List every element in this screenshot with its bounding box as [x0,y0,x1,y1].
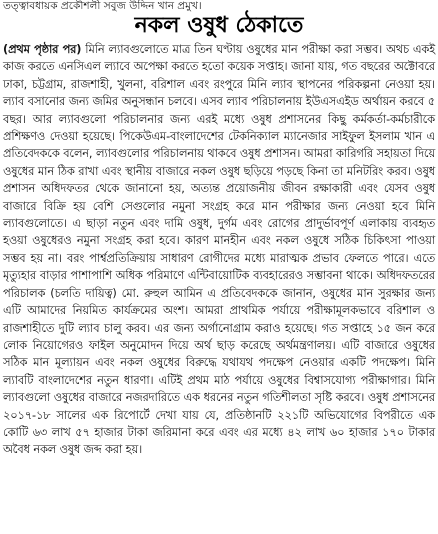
continuation-tag: (প্রথম পৃষ্ঠার পর) [3,43,82,56]
previous-article-tail: তত্ত্বাবধায়ক প্রকৌশলী সবুজ উদ্দিন খান প্রমুখ। [3,0,202,12]
article-body [3,41,435,459]
article-body-text: মিনি ল্যাবগুলোতে মাত্র তিন ঘণ্টায় ওষুধের মান পরীক্ষা করা সম্ভব। অথচ একই কাজ করতে এনসিএল ল্যাবে অপেক্ষা করতে হতো কয়েক সপ্তাহ। জানা যায়, গত বছরের অক্টোবরে ঢাকা, চট্টগ্রাম, রাজশাহী, খুলনা, বরিশাল এবং রংপুরে মিনি ল্যাব স্থাপনের পরিকল্পনা নেওয়া হয়। ল্যাব বসানোর জন্য জমির অনুসন্ধান চলবে। এসব ল্যাব পরিচালনায় ইউএসএইড অর্থায়ন করবে ৫ বছর। আর ল্যাবগুলো পরিচালনার জন্য এরই মধ্যে ওষুধ প্রশাসনের কিছু কর্মকর্তা-কর্মচারীকে প্রশিক্ষণও দেওয়া হয়েছে। পিকেউএম-বাংলাদেশের টেকনিক্যাল ম্যানেজার সাইফুল ইসলাম খান এ প্রতিবেদককে বলেন, ল্যাবগুলোর পরিচালনায় থাকবে ওষুধ প্রশাসন। আমরা কারিগরি সহায়তা দিয়ে ওষুধের মান ঠিক রাখা এবং স্থানীয় বাজারে নকল ওষুধ ছড়িয়ে পড়ছে কিনা তা মনিটরিং করব। ওষুধ প্রশাসন অধিদফতর থেকে জানানো হয়, অত্যন্ত প্রয়োজনীয় জীবন রক্ষাকারী এবং যেসব ওষুধ বাজারে বিক্রি হয় বেশি সেগুলোর নমুনা সংগ্রহ করে মান পরীক্ষার জন্য নেওয়া হবে মিনি ল্যাবগুলোতে। এ ছাড়া নতুন এবং দামি ওষুধ, দুর্গম এবং রোগের প্রাদুর্ভাবপূর্ণ এলাকায় ব্যবহৃত হওয়া ওষুধেরও নমুনা সংগ্রহ করা হবে। কারণ মানহীন এবং নকল ওষুধে সঠিক চিকিৎসা পাওয়া সম্ভব হয় না। বরং পার্শ্বপ্রতিক্রিয়ায় সাধারণ রোগীদের মধ্যে মারাত্মক প্রভাব ফেলতে পারে। এতে মৃত্যুহার বাড়ার পাশাপাশি অধিক পরিমাণে এন্টিবায়োটিক ব্যবহারেরও সম্ভাবনা থাকে। অধিদফতরের পরিচালক (চলতি দায়িত্ব) মো. রুহুল আমিন এ প্রতিবেদককে জানান, ওষুধের মান সুরক্ষার জন্য এটি আমাদের নিয়মিত কার্যক্রমের অংশ। আমরা প্রাথমিক পর্যায়ে পরীক্ষামূলকভাবে বরিশাল ও রাজশাহীতে দুটি ল্যাব চালু করব। এর জন্য অর্গানোগ্রাম করাও হয়েছে। গত সপ্তাহে ১৫ জন করে লোক নিয়োগেরও ফাইল অনুমোদন দিয়ে অর্থ ছাড় করেছে অর্থমন্ত্রণালয়। এটি বাজারে ওষুধের সঠিক মান মূল্যায়ন এবং নকল ওষুধের বিরুদ্ধে যথাযথ পদক্ষেপ নেওয়ার একটি পদক্ষেপ। মিনি ল্যাবটি বাংলাদেশের নতুন ধারণা। এটিই প্রথম মাঠ পর্যায়ে ওষুধের বিশ্বাসযোগ্য পরীক্ষাগার। মিনি ল্যাবগুলো ওষুধের বাজারে নজরদারিতে এক ধরনের নতুন গতিশীলতা সৃষ্টি করবে। ওষুধ প্রশাসনের ২০১৭-১৮ সালের এক রিপোর্টে দেখা যায় যে, প্রতিষ্ঠানটি ২২১টি অভিযোগের বিপরীতে এক কোটি ৬৩ লাখ ৫৭ হাজার টাকা জরিমানা করে এবং এর মধ্যে ৪২ লাখ ৬০ হাজার ১৭০ টাকার অবৈধ নকল ওষুধ জব্দ করা হয়। [3,43,435,457]
article-headline: নকল ওষুধ ঠেকাতে [134,13,304,38]
